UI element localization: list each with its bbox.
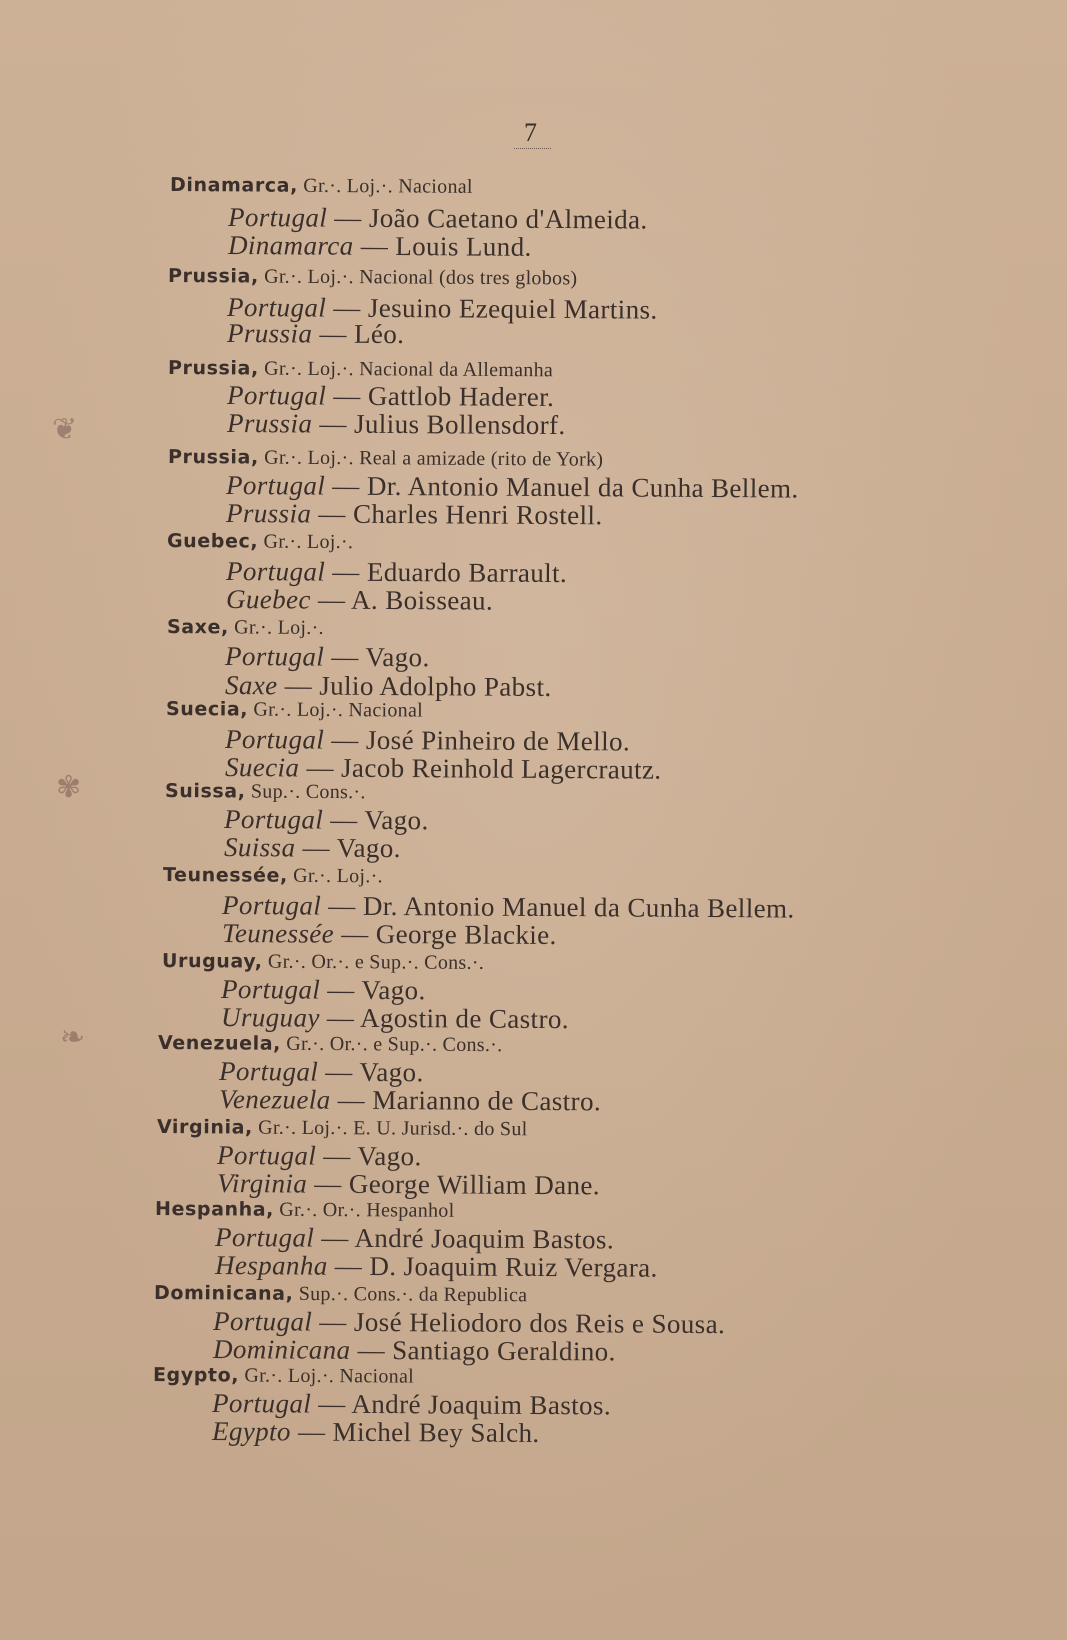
country-label: Prussia [226,318,313,349]
country-label: Egypto [211,1416,291,1447]
representative-name: Vago. [364,804,429,836]
entry-heading [168,446,603,472]
representative-line [226,584,493,617]
entry-heading [168,265,578,291]
representative-line [221,1002,569,1035]
entry-heading [162,950,484,975]
country-name: Uruguay, [161,950,263,973]
country-label: Portugal [226,292,327,323]
country-label: Portugal [214,1222,315,1253]
lodge-name: Gr.·. Or.·. Hespanhol [279,1198,455,1222]
dash-separator: — [290,1416,333,1447]
entry-heading [158,1032,503,1057]
country-name: Egypto, [152,1364,240,1387]
representative-name: Julius Bollensdorf. [353,408,566,441]
dash-separator: — [350,1334,393,1366]
entry-heading [166,698,423,723]
representative-name: Vago. [357,1140,422,1172]
representative-name: José Heliodoro dos Reis e Sousa. [353,1306,726,1340]
country-name: Prussia, [167,357,259,380]
flourish-icon: ❧ [60,1021,86,1054]
entry-heading [168,357,553,382]
country-label: Prussia [226,408,313,439]
country-label: Teunessée [221,918,335,949]
entry-heading [167,616,324,640]
entry-heading [157,1116,528,1141]
representative-name: Vago. [365,641,430,673]
representative-name: Vago. [361,974,426,1006]
dash-separator: — [325,470,367,501]
representative-name: Dr. Antonio Manuel da Cunha Bellem. [362,890,795,924]
lodge-name: Gr.·. Loj.·. Real a amizade (rito de York) [264,446,604,471]
dash-separator: — [320,974,362,1005]
country-name: Prussia, [167,265,259,288]
country-name: Hespanha, [154,1198,275,1221]
representative-name: Santiago Geraldino. [392,1335,616,1367]
country-name: Venezuela, [157,1032,282,1055]
dash-separator: — [311,1388,352,1419]
dash-separator: — [314,1222,355,1253]
lodge-name: Gr.·. Loj.·. [234,616,324,639]
country-name: Dominicana, [153,1282,294,1305]
country-label: Portugal [227,202,328,233]
lodge-name: Gr.·. Loj.·. Nacional [303,174,473,198]
country-name: Dinamarca, [169,174,299,197]
lodge-name: Gr.·. Loj.·. [293,864,383,888]
dash-separator: — [326,380,368,411]
dash-separator: — [311,498,354,529]
country-label: Portugal [226,380,327,411]
country-label: Saxe [224,670,278,701]
country-label: Portugal [211,1388,312,1419]
lodge-name: Gr.·. Or.·. e Sup.·. Cons.·. [286,1032,503,1057]
representative-line [226,498,603,531]
representative-name: Vago. [336,832,401,864]
country-name: Suecia, [165,698,249,721]
country-name: Suissa, [164,780,246,803]
country-label: Dominicana [212,1334,351,1365]
country-label: Hespanha [214,1250,328,1281]
representative-name: A. Boisseau. [350,584,494,616]
dash-separator: — [325,556,367,587]
dash-separator: — [319,1002,361,1033]
country-label: Portugal [221,890,322,921]
country-name: Guebec, [166,530,259,553]
representative-line [228,230,532,263]
country-label: Guebec [225,584,311,615]
representative-name: Eduardo Barrault. [366,556,568,589]
representative-name: Gattlob Haderer. [367,380,555,412]
representative-name: George Blackie. [375,918,557,951]
lodge-name: Gr.·. Or.·. e Sup.·. Cons.·. [267,950,485,974]
representative-name: Marianno de Castro. [372,1084,602,1117]
country-label: Portugal [224,641,325,672]
dash-separator: — [312,318,355,349]
country-label: Suecia [224,752,300,783]
representative-name: André Joaquim Bastos. [351,1388,612,1421]
lodge-name: Gr.·. Loj.·. Nacional [244,1364,415,1388]
country-label: Prussia [225,498,312,529]
representative-name: Vago. [359,1056,424,1088]
country-label: Suissa [223,832,296,863]
lodge-name: Gr.·. Loj.·. Nacional (dos tres globos) [264,265,578,290]
representative-name: Charles Henri Rostell. [352,498,603,531]
representative-name: D. Joaquim Ruiz Vergara. [369,1250,658,1283]
entry-heading [153,1364,414,1389]
dash-separator: — [321,890,363,921]
representative-name: João Caetano d'Almeida. [368,202,648,235]
dash-separator: — [318,1056,360,1087]
entry-heading [154,1282,528,1307]
country-name: Prussia, [167,446,259,469]
lodge-name: Sup.·. Cons.·. [250,780,366,804]
dash-separator: — [327,202,369,233]
entry-heading [163,864,383,888]
representative-name: George William Dane. [348,1168,601,1201]
representative-name: Léo. [353,318,405,350]
representative-name: Julio Adolpho Pabst. [319,670,552,702]
representative-line [227,408,566,441]
flourish-icon: ✾ [56,771,82,804]
representative-line [215,1250,658,1284]
dash-separator: — [312,408,355,439]
representative-line [219,1084,601,1117]
lodge-name: Gr.·. Loj.·. [263,530,354,554]
country-label: Uruguay [220,1002,320,1033]
representative-name: André Joaquim Bastos. [354,1222,615,1255]
dash-separator: — [326,292,368,323]
representative-line [227,318,405,350]
representative-line [224,832,401,864]
representative-name: José Pinheiro de Mello. [365,724,631,757]
country-label: Portugal [223,804,324,835]
flourish-icon: ❦ [52,413,78,446]
country-name: Saxe, [166,616,229,639]
lodge-name: Gr.·. Loj.·. Nacional [253,698,424,722]
representative-line [212,1416,540,1449]
representative-name: Louis Lund. [395,231,532,262]
dash-separator: — [307,1168,349,1199]
dash-separator: — [299,752,342,783]
entry-heading [165,780,366,804]
representative-name: Jesuino Ezequiel Martins. [367,292,658,325]
dash-separator: — [312,1306,354,1337]
lodge-name: Gr.·. Loj.·. E. U. Jurisd.·. do Sul [258,1116,528,1141]
dash-separator: — [323,804,365,835]
country-label: Venezuela [218,1084,331,1115]
representative-line [225,641,430,673]
representative-name: Michel Bey Salch. [332,1416,540,1449]
dash-separator: — [295,832,337,863]
country-label: Portugal [218,1056,319,1087]
country-label: Portugal [216,1140,317,1171]
dash-separator: — [324,724,366,755]
country-label: Portugal [225,556,326,587]
lodge-name: Sup.·. Cons.·. da Republica [298,1282,528,1307]
dash-separator: — [310,584,352,615]
representative-name: Agostin de Castro. [359,1002,570,1035]
dash-separator: — [324,641,366,672]
representative-name: Dr. Antonio Manuel da Cunha Bellem. [366,470,799,504]
representative-name: Jacob Reinhold Lagercrautz. [340,752,662,785]
entry-heading [170,174,473,199]
dash-separator: — [334,918,376,949]
entry-heading [155,1198,455,1223]
lodge-name: Gr.·. Loj.·. Nacional da Allemanha [264,357,554,382]
country-label: Portugal [220,974,321,1005]
representative-line [222,918,557,951]
dash-separator: — [277,670,320,701]
country-label: Dinamarca [227,230,354,261]
country-name: Virginia, [156,1116,253,1139]
country-label: Portugal [225,470,326,501]
dash-separator: — [353,230,396,262]
representative-line [213,1334,616,1367]
country-label: Portugal [212,1306,313,1337]
entry-heading [167,530,353,554]
dash-separator: — [316,1140,358,1171]
representative-line [217,1168,600,1201]
page-number: 7 [514,118,551,149]
country-label: Virginia [216,1168,308,1199]
dash-separator: — [330,1084,373,1115]
country-name: Teunessée, [162,864,288,887]
country-label: Portugal [224,724,325,755]
dash-separator: — [327,1250,370,1281]
